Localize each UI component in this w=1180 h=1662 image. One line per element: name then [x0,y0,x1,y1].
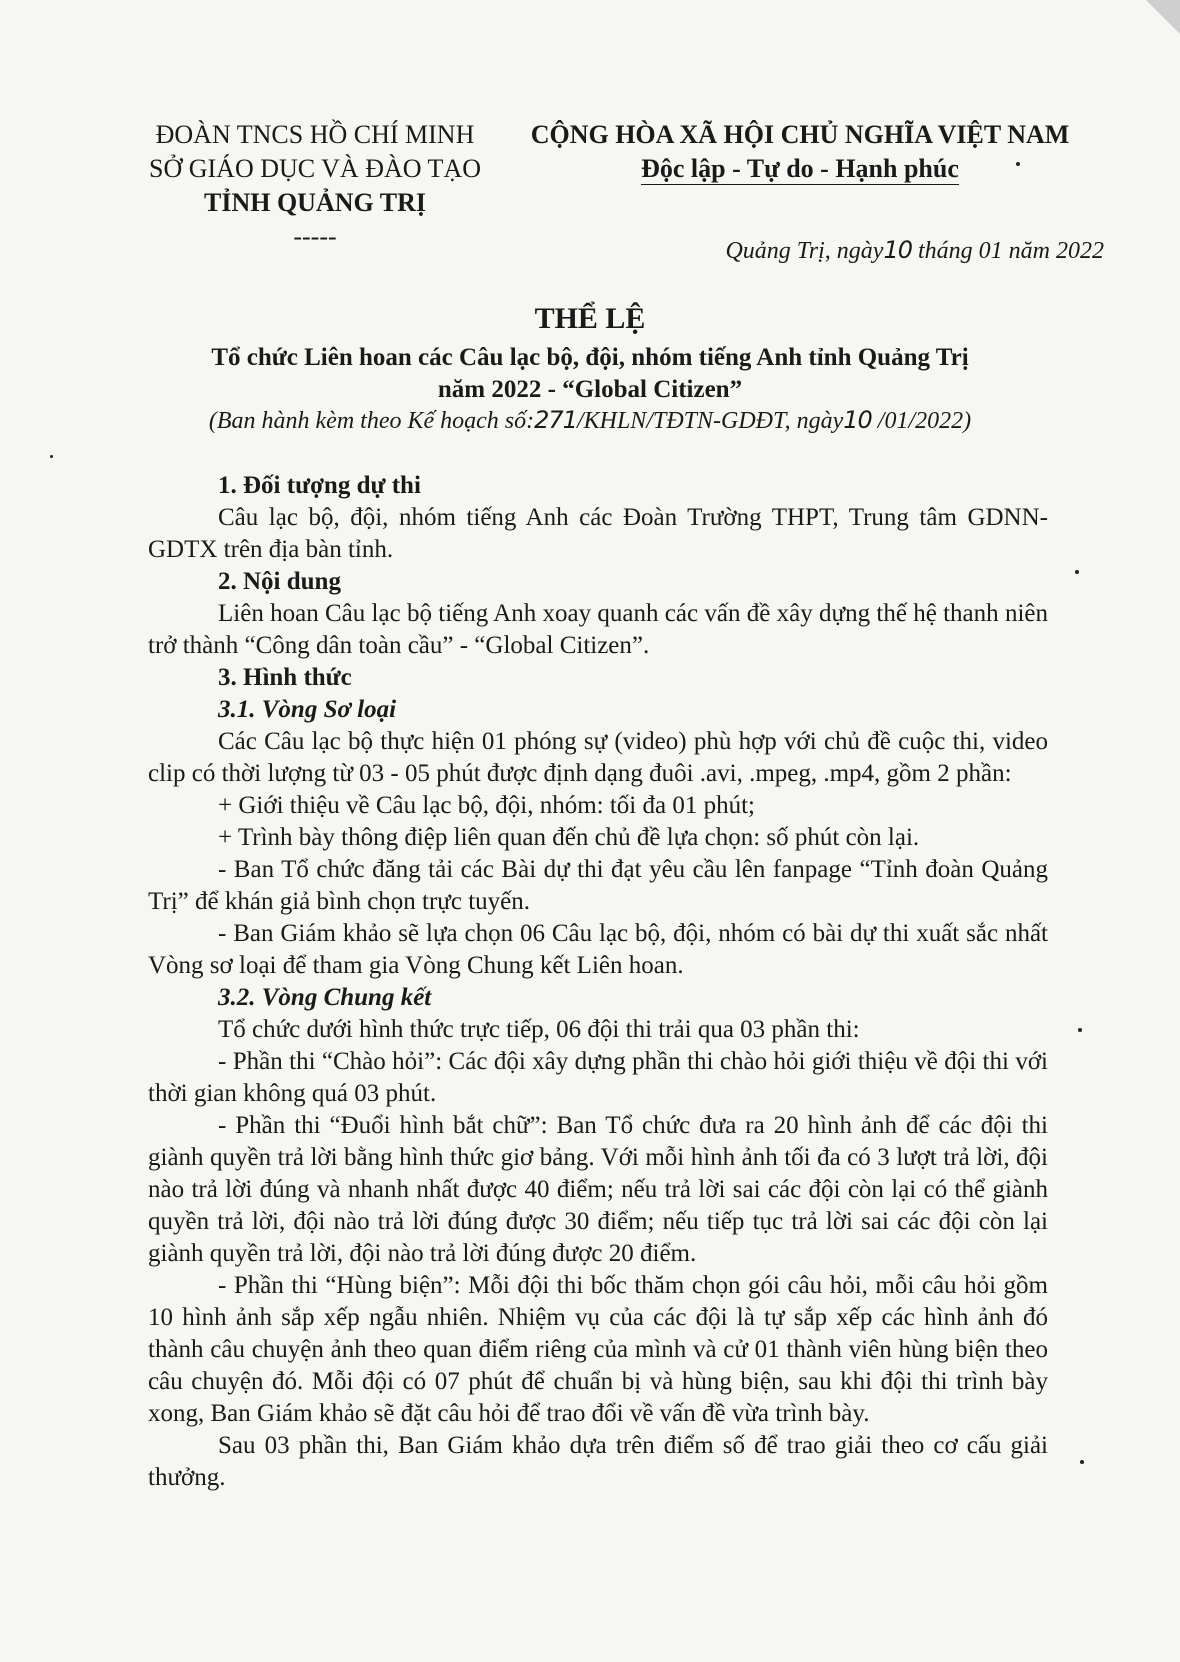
body-paragraph: Các Câu lạc bộ thực hiện 01 phóng sự (video) phù hợp với chủ đề cuộc thi, video clip có thời lượng từ 03 - 05 phút được định dạng đuôi .avi, .mpeg, .mp4, gồm 2 phần: [148,728,1048,787]
body-paragraph: + Giới thiệu về Câu lạc bộ, đội, nhóm: tối đa 01 phút; [218,792,755,819]
dateline-day-handwritten: 10 [883,236,912,264]
issuer-block [140,118,490,254]
scan-speck [50,455,53,458]
section-heading: 3. Hình thức [218,664,352,691]
national-motto-block [520,118,1080,186]
body-paragraph: - Ban Tổ chức đăng tải các Bài dự thi đạt yêu cầu lên fanpage “Tỉnh đoàn Quảng Trị” để khán giả bình chọn trực tuyến. [148,856,1048,915]
dateline-suffix: tháng 01 năm 2022 [912,238,1104,264]
body-paragraph: - Phần thi “Chào hỏi”: Các đội xây dựng phần thi chào hỏi giới thiệu về đội thi với thời gian không quá 03 phút. [148,1048,1048,1107]
body-paragraph: - Phần thi “Hùng biện”: Mỗi đội thi bốc thăm chọn gói câu hỏi, mỗi câu hỏi gồm 10 hình ảnh sắp xếp ngẫu nhiên. Nhiệm vụ của các đội là tự sắp xếp các hình ảnh đó thành câu chuyện ảnh theo quan điểm riêng của mình và cử 01 thành viên hùng biện theo câu chuyện đó. Mỗi đội có 07 phút để chuẩn bị và hùng biện, sau khi đội thi trình bày xong, Ban Giám khảo sẽ đặt câu hỏi để trao đổi về vấn đề vừa trình bày. [148,1272,1048,1427]
section-subheading: 3.2. Vòng Chung kết [218,984,432,1011]
dateline [725,236,1104,265]
body-paragraph: Sau 03 phần thi, Ban Giám khảo dựa trên điểm số để trao giải theo cơ cấu giải thưởng. [148,1432,1048,1491]
issuance-day-handwritten: 10 [843,406,872,434]
issuer-line-3: TỈNH QUẢNG TRỊ [203,188,426,217]
section-heading: 2. Nội dung [218,568,341,595]
scan-speck [1078,1028,1082,1032]
issuance-mid: /KHLN/TĐTN-GDĐT, ngày [576,408,844,434]
scan-speck [1075,570,1079,574]
body-paragraph: Tổ chức dưới hình thức trực tiếp, 06 đội thi trải qua 03 phần thi: [218,1016,860,1043]
plan-number-handwritten: 271 [534,406,577,434]
motto: Độc lập - Tự do - Hạnh phúc [641,154,959,183]
document-subtitle-2: năm 2022 - “Global Citizen” [437,376,743,403]
section-subheading: 3.1. Vòng Sơ loại [218,696,397,723]
issuance-prefix: (Ban hành kèm theo Kế hoạch số: [208,408,535,434]
body-paragraph: Liên hoan Câu lạc bộ tiếng Anh xoay quanh các vấn đề xây dựng thế hệ thanh niên trở thành “Công dân toàn cầu” - “Global Citizen”. [148,600,1048,659]
issuance-suffix: /01/2022) [871,408,972,434]
scan-speck [1016,162,1020,166]
issuance-note [0,406,1180,435]
scan-speck [1080,1460,1084,1464]
country-name: CỘNG HÒA XÃ HỘI CHỦ NGHĨA VIỆT NAM [530,120,1070,149]
dateline-prefix: Quảng Trị, ngày [725,238,884,264]
body-paragraph: - Ban Giám khảo sẽ lựa chọn 06 Câu lạc bộ, đội, nhóm có bài dự thi xuất sắc nhất Vòng sơ loại để tham gia Vòng Chung kết Liên hoan. [148,920,1048,979]
body-paragraph: Câu lạc bộ, đội, nhóm tiếng Anh các Đoàn Trường THPT, Trung tâm GDNN-GDTX trên địa bàn tỉnh. [148,504,1048,563]
document-subtitle-1: Tổ chức Liên hoan các Câu lạc bộ, đội, nhóm tiếng Anh tỉnh Quảng Trị [211,344,969,371]
body-paragraph: + Trình bày thông điệp liên quan đến chủ đề lựa chọn: số phút còn lại. [218,824,920,851]
issuer-line-1: ĐOÀN TNCS HỒ CHÍ MINH [155,120,475,149]
body-paragraph: - Phần thi “Đuổi hình bắt chữ”: Ban Tổ chức đưa ra 20 hình ảnh để các đội thi giành quyền trả lời bằng hình thức giơ bảng. Với mỗi hình ảnh tối đa có 3 lượt trả lời, đội nào trả lời đúng và nhanh nhất được 40 điểm; nếu trả lời sai các đội còn lại có thể giành quyền trả lời, đội nào trả lời đúng được 30 điểm; nếu tiếp tục trả lời sai các đội còn lại giành quyền trả lời, đội nào trả lời đúng được 20 điểm. [148,1112,1048,1267]
folded-corner [1146,0,1180,34]
document-title: THỂ LỆ [534,302,646,335]
section-heading: 1. Đối tượng dự thi [218,472,421,499]
issuer-divider: ----- [293,222,337,251]
issuer-line-2: SỞ GIÁO DỤC VÀ ĐÀO TẠO [149,154,481,183]
document-body [148,470,1048,1494]
